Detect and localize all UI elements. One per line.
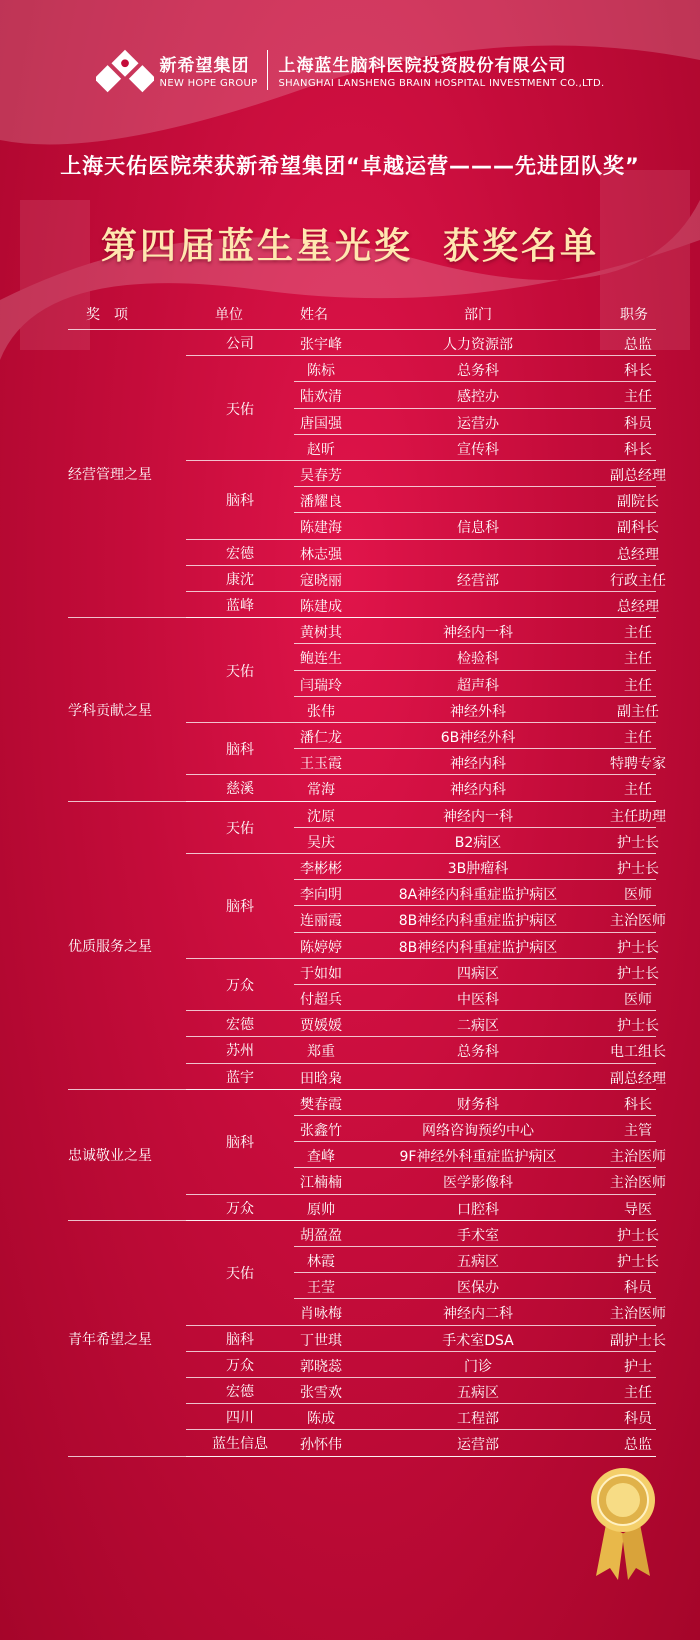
cell-dept: 感控办 xyxy=(457,389,499,406)
cell-unit: 宏德 xyxy=(226,545,254,562)
cell-name: 黄树其 xyxy=(300,625,342,642)
cell-dept: 经营部 xyxy=(457,572,499,589)
cell-unit: 天佑 xyxy=(226,401,254,418)
cell-dept: 五病区 xyxy=(457,1254,499,1270)
cell-name: 查峰 xyxy=(307,1149,335,1166)
cell-position: 特聘专家 xyxy=(610,756,666,773)
cell-position: 科长 xyxy=(624,1096,652,1113)
cell-position: 护士长 xyxy=(617,939,659,956)
logo-divider xyxy=(267,50,268,90)
cell-position: 行政主任 xyxy=(610,572,666,589)
cell-dept: 网络咨询预约中心 xyxy=(422,1123,534,1139)
company-name-en: SHANGHAI LANSHENG BRAIN HOSPITAL INVESTMENT CO.,LTD. xyxy=(278,78,605,89)
new-hope-logo-icon xyxy=(96,45,154,95)
table-header xyxy=(68,302,656,330)
cell-dept: 工程部 xyxy=(457,1411,499,1428)
cell-unit: 蓝生信息 xyxy=(212,1436,268,1453)
cell-award-category: 学科贡献之星 xyxy=(68,702,152,719)
cell-award-category: 优质服务之星 xyxy=(68,938,152,955)
cell-position: 科员 xyxy=(624,1280,652,1297)
cell-position: 护士长 xyxy=(617,1254,659,1270)
cell-name: 赵昕 xyxy=(307,441,335,458)
cell-position: 总监 xyxy=(624,1437,652,1454)
award-table xyxy=(68,302,666,1457)
cell-dept: 超声科 xyxy=(457,677,499,694)
cell-name: 张雪欢 xyxy=(300,1385,342,1401)
cell-dept: 四病区 xyxy=(457,965,499,982)
header-position: 职务 xyxy=(620,307,648,323)
cell-unit: 康沈 xyxy=(226,571,254,588)
cell-dept: B2病区 xyxy=(454,834,502,851)
cell-position: 主治医师 xyxy=(610,1175,666,1192)
cell-unit: 天佑 xyxy=(226,1266,254,1283)
cell-name: 胡盈盈 xyxy=(300,1227,342,1244)
cell-dept: 神经内二科 xyxy=(443,1306,513,1323)
cell-unit: 万众 xyxy=(226,1357,254,1374)
cell-unit: 天佑 xyxy=(226,820,254,837)
cell-position: 总经理 xyxy=(617,599,659,615)
cell-position: 导医 xyxy=(624,1201,652,1218)
cell-unit: 万众 xyxy=(226,1200,254,1217)
cell-name: 连丽霞 xyxy=(300,913,342,930)
cell-position: 科员 xyxy=(624,1411,652,1428)
cell-position: 副总经理 xyxy=(610,1070,666,1087)
cell-dept: 财务科 xyxy=(457,1096,499,1113)
cell-dept: 手术室DSA xyxy=(442,1332,514,1349)
cell-name: 鲍连生 xyxy=(300,651,342,668)
cell-name: 吴庆 xyxy=(307,834,335,851)
cell-dept: 运营部 xyxy=(457,1437,499,1454)
cell-name: 陈建成 xyxy=(300,599,342,615)
cell-position: 主任 xyxy=(624,651,652,668)
cell-name: 田晗枭 xyxy=(300,1070,342,1087)
cell-award-category: 忠诚敬业之星 xyxy=(68,1148,152,1165)
cell-position: 主任 xyxy=(624,625,652,642)
cell-name: 沈原 xyxy=(307,808,335,825)
cell-dept: 神经内科 xyxy=(450,756,506,773)
cell-position: 护士 xyxy=(624,1358,652,1375)
cell-name: 陈标 xyxy=(307,363,335,380)
cell-name: 张宇峰 xyxy=(300,337,342,353)
cell-position: 护士长 xyxy=(617,861,659,877)
cell-name: 于如如 xyxy=(300,965,342,982)
cell-dept: 医学影像科 xyxy=(443,1175,513,1192)
cell-position: 主治医师 xyxy=(610,913,666,930)
cell-unit: 苏州 xyxy=(226,1043,254,1060)
cell-unit: 脑科 xyxy=(226,1331,254,1348)
table-body xyxy=(68,330,666,1457)
cell-dept: 医保办 xyxy=(457,1280,499,1297)
cell-name: 张伟 xyxy=(307,703,335,720)
cell-position: 主任助理 xyxy=(610,808,666,825)
cell-name: 林霞 xyxy=(307,1254,335,1270)
cell-dept: 检验科 xyxy=(457,651,499,668)
group-logo-text xyxy=(160,51,258,89)
cell-unit: 脑科 xyxy=(226,1135,254,1152)
cell-position: 科员 xyxy=(624,415,652,432)
gold-medal-icon xyxy=(588,1464,658,1584)
cell-position: 主任 xyxy=(624,782,652,799)
cell-dept: 神经内一科 xyxy=(443,625,513,642)
cell-dept: 信息科 xyxy=(457,520,499,537)
cell-name: 张鑫竹 xyxy=(300,1123,342,1139)
cell-name: 潘耀良 xyxy=(300,494,342,511)
cell-dept: 8B神经内科重症监护病区 xyxy=(398,913,558,930)
cell-position: 护士长 xyxy=(617,1018,659,1035)
cell-dept: 门诊 xyxy=(464,1358,492,1375)
cell-unit: 天佑 xyxy=(226,663,254,680)
cell-position: 主任 xyxy=(624,389,652,406)
cell-position: 主任 xyxy=(624,1385,652,1401)
cell-name: 贾媛媛 xyxy=(300,1018,342,1035)
cell-dept: 3B肿瘤科 xyxy=(447,861,509,877)
cell-dept: 运营办 xyxy=(457,415,499,432)
group-name-cn: 新希望集团 xyxy=(159,56,250,76)
cell-position: 主治医师 xyxy=(610,1306,666,1323)
group-name-en: NEW HOPE GROUP xyxy=(159,78,258,89)
header-logos xyxy=(0,40,700,100)
cell-position: 电工组长 xyxy=(610,1044,666,1061)
cell-dept: 二病区 xyxy=(457,1018,499,1035)
cell-dept: 8B神经内科重症监护病区 xyxy=(398,939,558,956)
cell-award-category: 青年希望之星 xyxy=(68,1331,152,1348)
cell-dept: 人力资源部 xyxy=(443,337,513,353)
cell-name: 唐国强 xyxy=(300,415,342,432)
title-part2: 获奖名单 xyxy=(443,225,600,267)
cell-dept: 9F神经外科重症监护病区 xyxy=(399,1149,557,1166)
cell-name: 陈建海 xyxy=(300,520,342,537)
cell-name: 江楠楠 xyxy=(300,1175,342,1192)
cell-name: 李向明 xyxy=(300,887,342,904)
cell-position: 护士长 xyxy=(617,1227,659,1244)
cell-name: 陈婷婷 xyxy=(300,939,342,956)
cell-unit: 宏德 xyxy=(226,1017,254,1034)
cell-position: 科长 xyxy=(624,441,652,458)
cell-position: 副总经理 xyxy=(610,468,666,484)
cell-unit: 脑科 xyxy=(226,493,254,510)
cell-name: 寇晓丽 xyxy=(300,572,342,589)
header-unit: 单位 xyxy=(215,307,243,323)
header-name: 姓名 xyxy=(300,307,328,323)
cell-unit: 脑科 xyxy=(226,742,254,759)
cell-position: 总经理 xyxy=(617,546,659,563)
cell-dept: 五病区 xyxy=(457,1385,499,1401)
cell-position: 副主任 xyxy=(617,703,659,720)
cell-dept: 手术室 xyxy=(457,1227,499,1244)
cell-position: 医师 xyxy=(624,992,652,1008)
cell-position: 副院长 xyxy=(617,494,659,511)
company-logo-text xyxy=(278,51,604,89)
cell-name: 肖咏梅 xyxy=(300,1306,342,1323)
cell-name: 潘仁龙 xyxy=(300,730,342,746)
header-dept: 部门 xyxy=(464,307,492,323)
cell-name: 郭晓蕊 xyxy=(300,1358,342,1375)
cell-unit: 脑科 xyxy=(226,899,254,916)
cell-position: 总监 xyxy=(624,337,652,353)
cell-position: 主治医师 xyxy=(610,1149,666,1166)
cell-name: 丁世琪 xyxy=(300,1332,342,1349)
cell-position: 副科长 xyxy=(617,520,659,537)
cell-unit: 公司 xyxy=(226,336,254,353)
cell-dept: 总务科 xyxy=(457,363,499,380)
header-award: 奖 项 xyxy=(86,307,128,323)
company-name-cn: 上海蓝生脑科医院投资股份有限公司 xyxy=(278,56,567,76)
cell-position: 护士长 xyxy=(617,965,659,982)
cell-name: 陈成 xyxy=(307,1411,335,1428)
cell-position: 医师 xyxy=(624,887,652,904)
cell-dept: 口腔科 xyxy=(457,1201,499,1218)
cell-dept: 宣传科 xyxy=(457,441,499,458)
subtitle: 上海天佑医院荣获新希望集团“卓越运营———先进团队奖” xyxy=(60,154,640,178)
cell-name: 原帅 xyxy=(307,1201,335,1218)
cell-dept: 总务科 xyxy=(457,1044,499,1061)
cell-unit: 蓝宇 xyxy=(226,1069,254,1086)
cell-position: 护士长 xyxy=(617,834,659,851)
cell-dept: 神经内一科 xyxy=(443,808,513,825)
cell-unit: 宏德 xyxy=(226,1384,254,1401)
cell-name: 陆欢清 xyxy=(300,389,342,406)
cell-position: 科长 xyxy=(624,363,652,380)
cell-name: 闫瑞玲 xyxy=(300,677,342,694)
cell-name: 李彬彬 xyxy=(300,861,342,877)
cell-name: 林志强 xyxy=(300,546,342,563)
cell-dept: 神经外科 xyxy=(450,703,506,720)
cell-name: 常海 xyxy=(307,782,335,799)
cell-name: 樊春霞 xyxy=(300,1096,342,1113)
cell-name: 郑重 xyxy=(307,1044,335,1061)
cell-position: 主任 xyxy=(624,730,652,746)
cell-dept: 神经内科 xyxy=(450,782,506,799)
cell-name: 孙怀伟 xyxy=(300,1437,342,1454)
cell-award-category: 经营管理之星 xyxy=(68,467,152,484)
cell-unit: 四川 xyxy=(226,1410,254,1427)
cell-position: 主任 xyxy=(624,677,652,694)
cell-unit: 慈溪 xyxy=(226,781,254,798)
cell-name: 王玉霞 xyxy=(300,756,342,773)
cell-name: 王莹 xyxy=(307,1280,335,1297)
category-divider xyxy=(68,1456,656,1457)
cell-name: 吴春芳 xyxy=(300,468,342,484)
cell-dept: 中医科 xyxy=(457,992,499,1008)
cell-unit: 万众 xyxy=(226,977,254,994)
cell-dept: 6B神经外科 xyxy=(440,730,516,746)
cell-position: 主管 xyxy=(624,1123,652,1139)
cell-unit: 蓝峰 xyxy=(226,598,254,615)
cell-dept: 8A神经内科重症监护病区 xyxy=(398,887,558,904)
title-part1: 第四届蓝生星光奖 xyxy=(100,225,413,267)
cell-name: 付超兵 xyxy=(300,992,342,1008)
page-title xyxy=(0,218,700,269)
cell-position: 副护士长 xyxy=(610,1332,666,1349)
